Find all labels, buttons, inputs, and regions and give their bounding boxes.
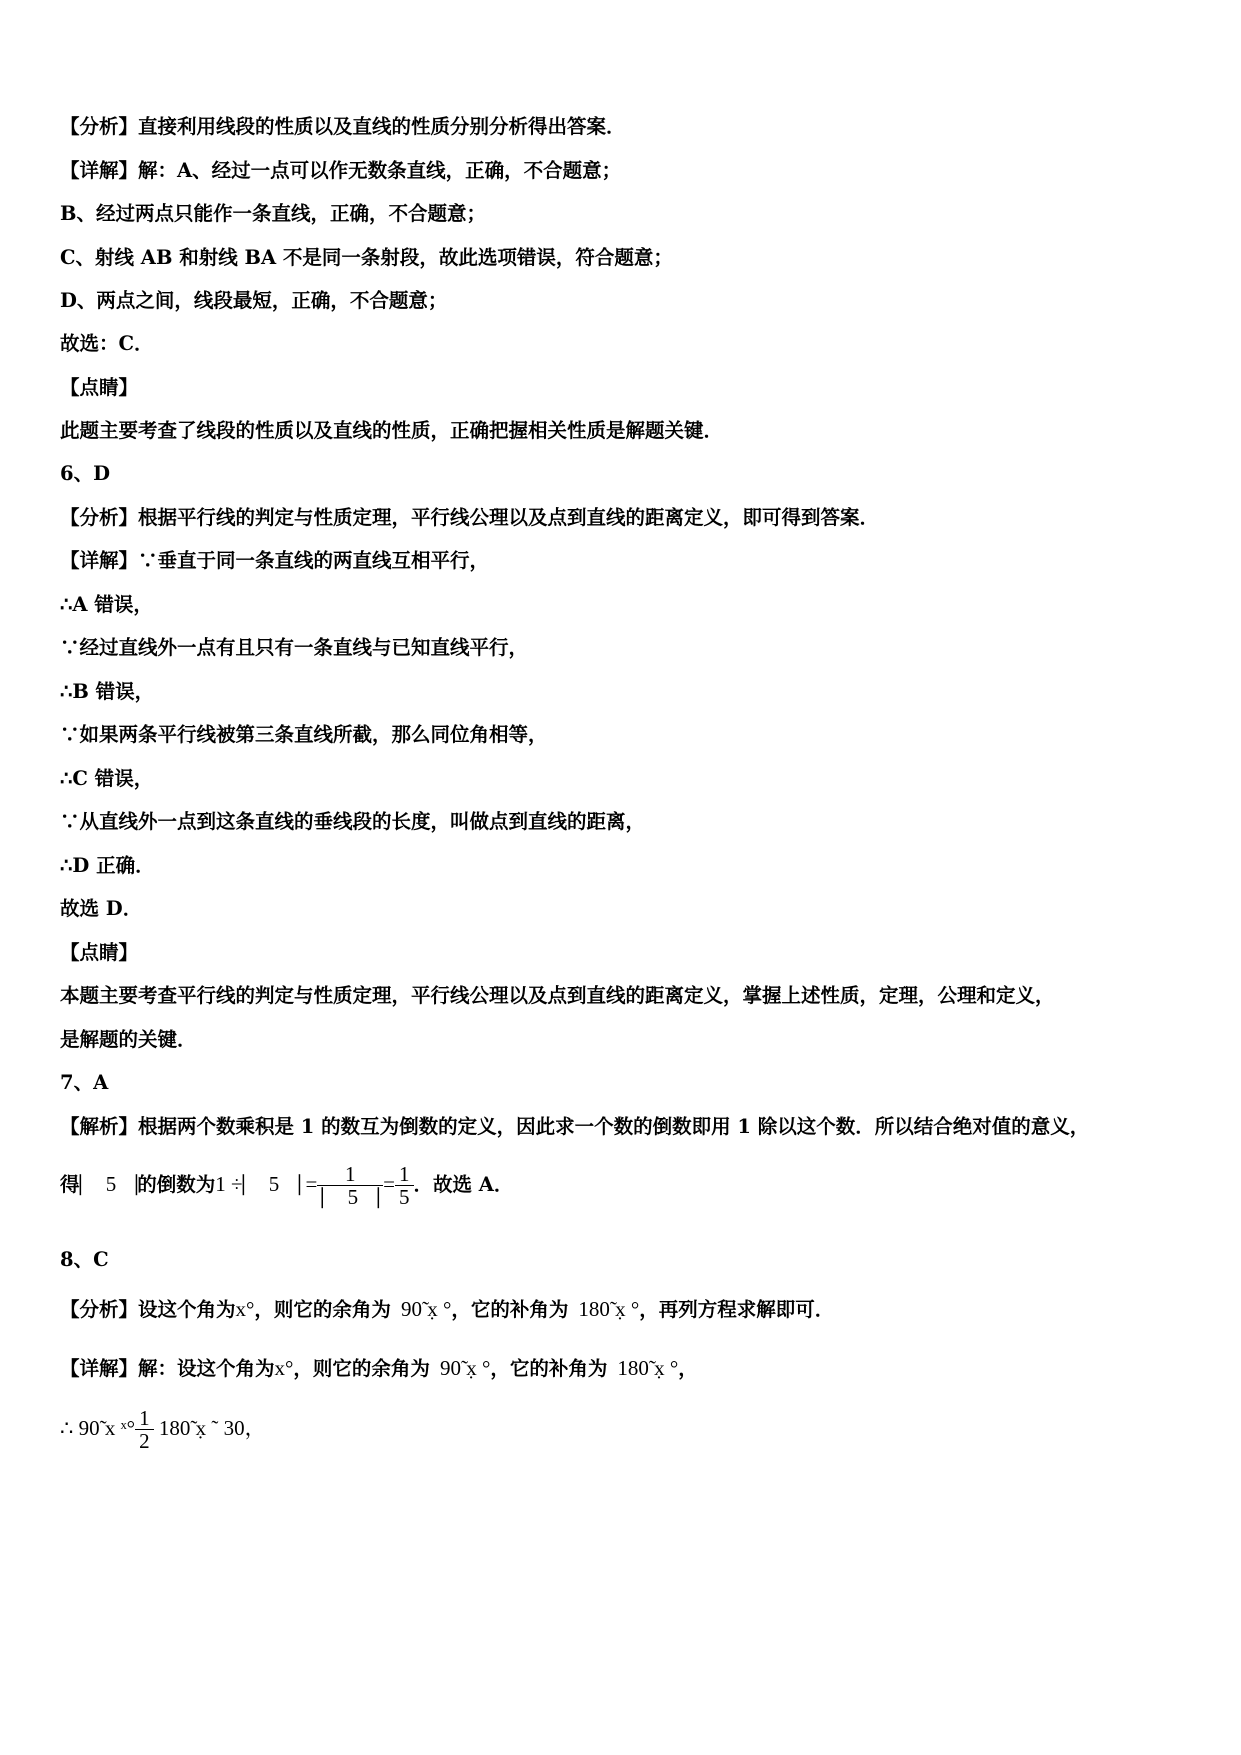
angle-text: ，则它的余角为 <box>254 1298 391 1321</box>
analysis-angle-line <box>60 1296 834 1323</box>
comment-text-continued: 是解题的关键． <box>60 1028 197 1051</box>
fraction-numerator: 1 <box>395 1163 414 1186</box>
angle-variable: x° <box>235 1297 255 1321</box>
angle-variable: x° <box>274 1356 294 1380</box>
equals-sign: = <box>383 1172 395 1196</box>
reasoning-line: ∴B 错误， <box>60 680 155 703</box>
choice-line: 故选 D． <box>60 897 143 920</box>
question-8-answer: 8、C <box>60 1248 109 1271</box>
fraction-denominator: ⎸ 5⎹ <box>321 1185 380 1209</box>
reciprocal-formula-line <box>60 1160 513 1209</box>
comment-heading: 【点睛】 <box>60 941 139 964</box>
option-b-line: B、经过两点只能作一条直线，正确，不合题意； <box>60 202 486 225</box>
comment-heading: 【点睛】 <box>60 376 139 399</box>
question-7-answer: 7、A <box>60 1071 109 1094</box>
detail-line: 【详解】解：A、经过一点可以作无数条直线，正确，不合题意； <box>60 159 622 182</box>
document-page <box>60 0 1190 1755</box>
complement-expression: 90̃ x̣ ° <box>439 1356 491 1380</box>
comment-text: 此题主要考查了线段的性质以及直线的性质，正确把握相关性质是解题关键． <box>60 419 724 442</box>
solution-line: 【解析】根据两个数乘积是 1 的数互为倒数的定义，因此求一个数的倒数即用 1 除以这个数．所以结合绝对值的意义， <box>60 1115 1090 1138</box>
angle-text: ，再列方程求解即可． <box>639 1298 835 1321</box>
reasoning-line: ∵经过直线外一点有且只有一条直线与已知直线平行， <box>60 636 529 659</box>
reasoning-line: ∴D 正确． <box>60 854 155 877</box>
fraction-one-half <box>135 1407 154 1452</box>
formula-text: 的倒数为 <box>137 1173 216 1196</box>
angle-text: ， <box>678 1357 698 1380</box>
comment-text: 本题主要考查平行线的判定与性质定理，平行线公理以及点到直线的距离定义，掌握上述性质，定理，公理和定义， <box>60 984 1055 1007</box>
analysis-line: 【分析】根据平行线的判定与性质定理，平行线公理以及点到直线的距离定义，即可得到答案． <box>60 506 880 529</box>
angle-text: ，它的补角为 <box>490 1357 608 1380</box>
supplement-expression: 180̃ x̣ ° <box>578 1297 640 1321</box>
angle-text: 【详解】解：设这个角为 <box>60 1357 275 1380</box>
detail-angle-line <box>60 1355 698 1382</box>
absolute-value-term: ⎸ 5⎹ <box>79 1172 138 1196</box>
fraction-one-fifth <box>395 1163 414 1208</box>
angle-text: ，它的补角为 <box>451 1298 569 1321</box>
division-expression: 1 ÷⎸ 5⎹ = <box>215 1172 318 1196</box>
equation-rest: 180̃ x̣ ˜ 30， <box>153 1416 266 1440</box>
reasoning-line: ∴A 错误， <box>60 593 153 616</box>
choice-line: 故选：C． <box>60 332 154 355</box>
analysis-line: 【分析】直接利用线段的性质以及直线的性质分别分析得出答案． <box>60 115 626 138</box>
formula-prefix: 得 <box>60 1173 80 1196</box>
fraction-denominator: 5 <box>399 1185 410 1209</box>
equation-start: ∴ 90̃ x ˣ° <box>60 1416 136 1440</box>
fraction-numerator: 1 <box>317 1163 383 1186</box>
supplement-expression: 180̃ x̣ ° <box>617 1356 679 1380</box>
fraction-numerator: 1 <box>135 1407 154 1430</box>
angle-text: 【分析】设这个角为 <box>60 1298 236 1321</box>
angle-text: ，则它的余角为 <box>293 1357 430 1380</box>
formula-suffix: ．故选 A． <box>413 1173 514 1196</box>
option-c-line: C、射线 AB 和射线 BA 不是同一条射段，故此选项错误，符合题意； <box>60 246 673 269</box>
equation-line <box>60 1404 266 1453</box>
reasoning-line: ∴C 错误， <box>60 767 154 790</box>
complement-expression: 90̃ x̣ ° <box>400 1297 452 1321</box>
fraction-denominator: 2 <box>139 1429 150 1453</box>
reasoning-line: ∵从直线外一点到这条直线的垂线段的长度，叫做点到直线的距离， <box>60 810 646 833</box>
question-6-answer: 6、D <box>60 462 110 485</box>
detail-line: 【详解】∵垂直于同一条直线的两直线互相平行， <box>60 549 490 572</box>
reasoning-line: ∵如果两条平行线被第三条直线所截，那么同位角相等， <box>60 723 548 746</box>
fraction-one-over-abs <box>317 1163 383 1208</box>
option-d-line: D、两点之间，线段最短，正确，不合题意； <box>60 289 448 312</box>
